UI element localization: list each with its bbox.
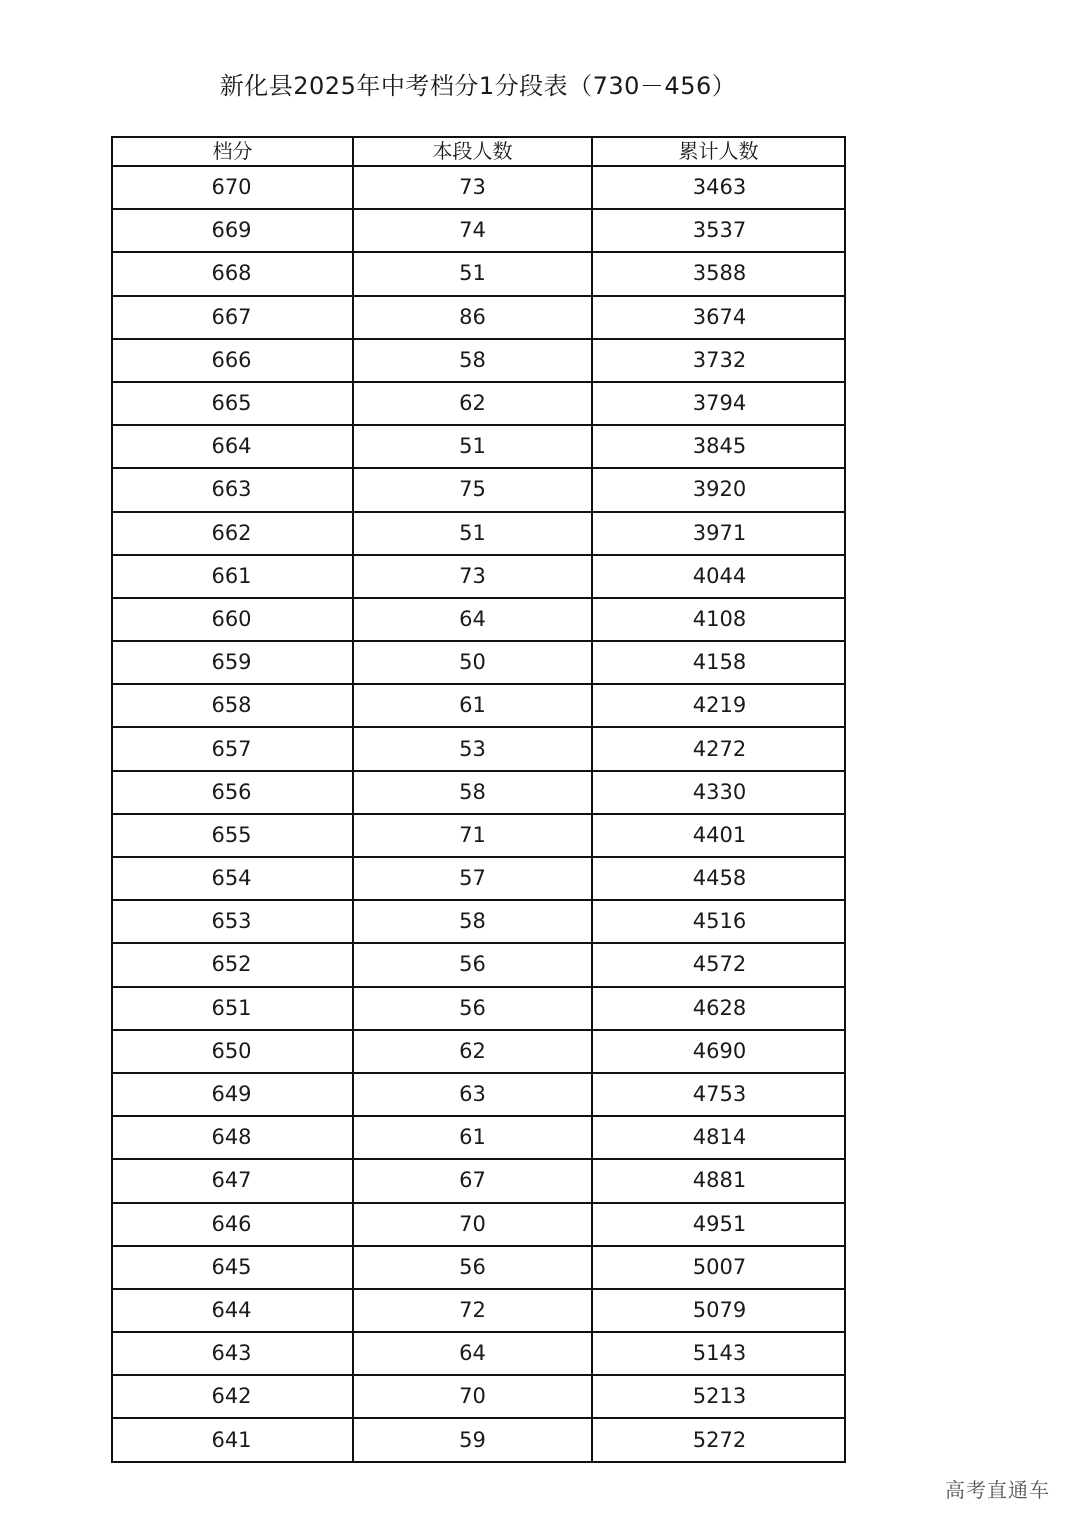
cell-score: 648 — [112, 1116, 353, 1159]
cell-segment-count: 51 — [353, 512, 592, 555]
table-row — [112, 900, 845, 943]
cell-cumulative-count: 5079 — [592, 1289, 845, 1332]
table-row — [112, 1073, 845, 1116]
cell-cumulative-count: 5272 — [592, 1418, 845, 1461]
cell-segment-count: 71 — [353, 814, 592, 857]
table-row — [112, 1332, 845, 1375]
cell-score: 659 — [112, 641, 353, 684]
cell-score: 658 — [112, 684, 353, 727]
cell-segment-count: 74 — [353, 209, 592, 252]
cell-cumulative-count: 4401 — [592, 814, 845, 857]
cell-cumulative-count: 3920 — [592, 468, 845, 511]
cell-segment-count: 58 — [353, 900, 592, 943]
cell-segment-count: 61 — [353, 684, 592, 727]
cell-segment-count: 73 — [353, 166, 592, 209]
cell-segment-count: 62 — [353, 1030, 592, 1073]
cell-segment-count: 59 — [353, 1418, 592, 1461]
cell-cumulative-count: 4044 — [592, 555, 845, 598]
cell-segment-count: 70 — [353, 1375, 592, 1418]
table-row — [112, 641, 845, 684]
cell-cumulative-count: 5213 — [592, 1375, 845, 1418]
cell-cumulative-count: 3674 — [592, 296, 845, 339]
cell-cumulative-count: 4219 — [592, 684, 845, 727]
cell-cumulative-count: 5143 — [592, 1332, 845, 1375]
cell-score: 662 — [112, 512, 353, 555]
cell-score: 651 — [112, 987, 353, 1030]
cell-cumulative-count: 4753 — [592, 1073, 845, 1116]
cell-score: 652 — [112, 943, 353, 986]
table-row — [112, 1375, 845, 1418]
cell-score: 653 — [112, 900, 353, 943]
cell-segment-count: 57 — [353, 857, 592, 900]
cell-cumulative-count: 3971 — [592, 512, 845, 555]
cell-score: 654 — [112, 857, 353, 900]
table-row — [112, 1289, 845, 1332]
cell-score: 656 — [112, 771, 353, 814]
header-segment-count: 本段人数 — [353, 137, 592, 166]
cell-cumulative-count: 4108 — [592, 598, 845, 641]
cell-score: 647 — [112, 1159, 353, 1202]
cell-score: 642 — [112, 1375, 353, 1418]
cell-cumulative-count: 4881 — [592, 1159, 845, 1202]
cell-cumulative-count: 4690 — [592, 1030, 845, 1073]
cell-score: 670 — [112, 166, 353, 209]
table-row — [112, 1116, 845, 1159]
cell-score: 649 — [112, 1073, 353, 1116]
table-row — [112, 1159, 845, 1202]
cell-cumulative-count: 4158 — [592, 641, 845, 684]
table-row — [112, 425, 845, 468]
cell-segment-count: 50 — [353, 641, 592, 684]
cell-segment-count: 56 — [353, 943, 592, 986]
cell-cumulative-count: 3732 — [592, 339, 845, 382]
table-body — [112, 166, 845, 1462]
cell-segment-count: 86 — [353, 296, 592, 339]
cell-score: 644 — [112, 1289, 353, 1332]
cell-cumulative-count: 5007 — [592, 1246, 845, 1289]
cell-cumulative-count: 3537 — [592, 209, 845, 252]
cell-segment-count: 61 — [353, 1116, 592, 1159]
cell-segment-count: 70 — [353, 1203, 592, 1246]
cell-score: 668 — [112, 252, 353, 295]
cell-score: 663 — [112, 468, 353, 511]
table-row — [112, 339, 845, 382]
table-row — [112, 1246, 845, 1289]
cell-segment-count: 62 — [353, 382, 592, 425]
table-row — [112, 252, 845, 295]
cell-cumulative-count: 4516 — [592, 900, 845, 943]
cell-cumulative-count: 3463 — [592, 166, 845, 209]
cell-score: 657 — [112, 727, 353, 770]
watermark-text: 高考直通车 — [945, 1478, 1050, 1502]
cell-cumulative-count: 4458 — [592, 857, 845, 900]
table-row — [112, 1030, 845, 1073]
cell-score: 643 — [112, 1332, 353, 1375]
table-row — [112, 857, 845, 900]
cell-segment-count: 51 — [353, 425, 592, 468]
cell-score: 669 — [112, 209, 353, 252]
score-distribution-table — [111, 136, 846, 1463]
cell-segment-count: 73 — [353, 555, 592, 598]
table-row — [112, 468, 845, 511]
cell-segment-count: 63 — [353, 1073, 592, 1116]
cell-segment-count: 72 — [353, 1289, 592, 1332]
table-row — [112, 1418, 845, 1461]
table-row — [112, 987, 845, 1030]
cell-cumulative-count: 4572 — [592, 943, 845, 986]
table-header-row — [112, 137, 845, 166]
cell-segment-count: 58 — [353, 339, 592, 382]
table-row — [112, 943, 845, 986]
header-cumulative-count: 累计人数 — [592, 137, 845, 166]
cell-score: 664 — [112, 425, 353, 468]
cell-cumulative-count: 4951 — [592, 1203, 845, 1246]
cell-cumulative-count: 4330 — [592, 771, 845, 814]
cell-score: 650 — [112, 1030, 353, 1073]
cell-cumulative-count: 3588 — [592, 252, 845, 295]
table-row — [112, 512, 845, 555]
cell-cumulative-count: 3845 — [592, 425, 845, 468]
cell-score: 645 — [112, 1246, 353, 1289]
cell-score: 666 — [112, 339, 353, 382]
cell-cumulative-count: 3794 — [592, 382, 845, 425]
table-row — [112, 382, 845, 425]
cell-score: 665 — [112, 382, 353, 425]
cell-segment-count: 75 — [353, 468, 592, 511]
cell-score: 667 — [112, 296, 353, 339]
header-score: 档分 — [112, 137, 353, 166]
cell-score: 655 — [112, 814, 353, 857]
table-row — [112, 771, 845, 814]
cell-cumulative-count: 4814 — [592, 1116, 845, 1159]
table-row — [112, 1203, 845, 1246]
cell-segment-count: 56 — [353, 1246, 592, 1289]
table-row — [112, 598, 845, 641]
cell-cumulative-count: 4272 — [592, 727, 845, 770]
page-title: 新化县2025年中考档分1分段表（730－456） — [219, 72, 737, 100]
cell-segment-count: 56 — [353, 987, 592, 1030]
table-row — [112, 814, 845, 857]
cell-score: 661 — [112, 555, 353, 598]
table-row — [112, 209, 845, 252]
cell-segment-count: 51 — [353, 252, 592, 295]
cell-segment-count: 53 — [353, 727, 592, 770]
table-row — [112, 555, 845, 598]
table-row — [112, 166, 845, 209]
cell-score: 641 — [112, 1418, 353, 1461]
cell-segment-count: 64 — [353, 1332, 592, 1375]
cell-segment-count: 58 — [353, 771, 592, 814]
cell-segment-count: 67 — [353, 1159, 592, 1202]
table-row — [112, 296, 845, 339]
table-row — [112, 727, 845, 770]
table-row — [112, 684, 845, 727]
cell-cumulative-count: 4628 — [592, 987, 845, 1030]
cell-score: 646 — [112, 1203, 353, 1246]
cell-score: 660 — [112, 598, 353, 641]
cell-segment-count: 64 — [353, 598, 592, 641]
